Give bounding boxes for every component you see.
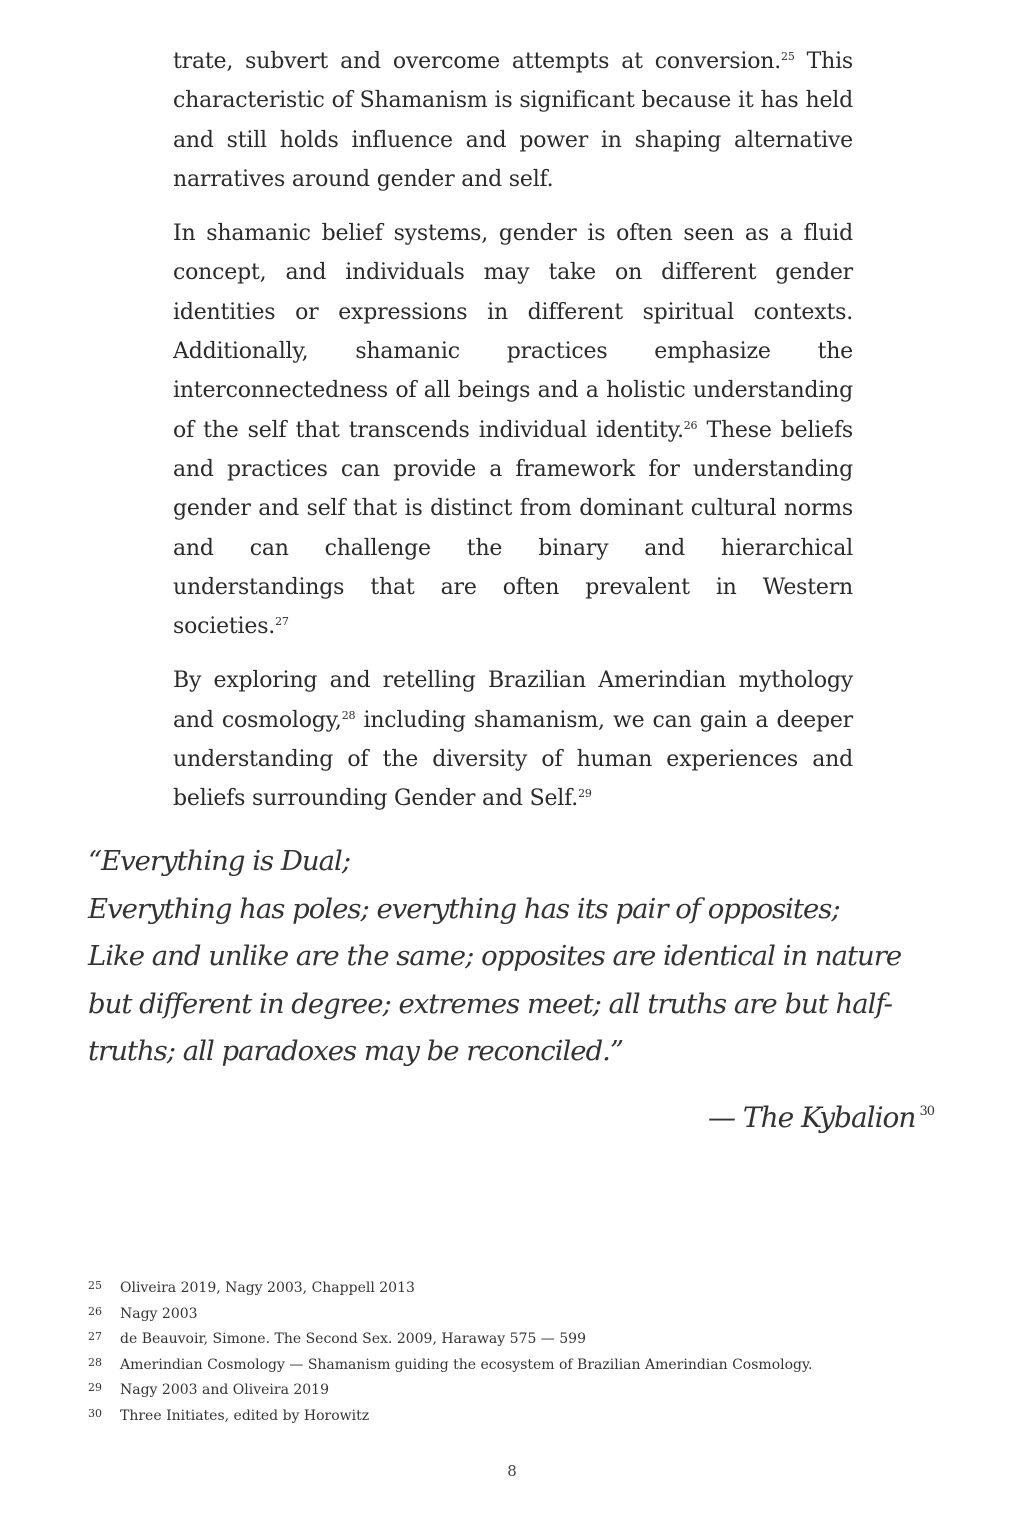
footnote bbox=[88, 1302, 813, 1328]
footnote-number: 27 bbox=[88, 1330, 102, 1343]
quote-line: Like and unlike are the same; opposites are identical in nature bbox=[88, 940, 902, 972]
footnote-text: Three Initiates, edited by Horowitz bbox=[120, 1407, 370, 1424]
paragraph bbox=[173, 214, 853, 646]
footnote-text: Amerindian Cosmology — Shamanism guiding the ecosystem of Brazilian Amerindian Cosmology. bbox=[120, 1356, 813, 1373]
footnote bbox=[88, 1404, 813, 1430]
footnotes bbox=[88, 1276, 813, 1429]
paragraph-text: This characteristic of Shamanism is significant because it has held and still holds influence and power in shaping alternative narratives around gender and self. bbox=[173, 49, 853, 192]
footnote bbox=[88, 1353, 813, 1379]
footnote-number: 30 bbox=[88, 1406, 102, 1420]
paragraph bbox=[173, 42, 853, 199]
footnote-ref[interactable]: 29 bbox=[578, 787, 592, 801]
footnote-text: de Beauvoir, Simone. The Second Sex. 2009, Haraway 575 — 599 bbox=[120, 1331, 586, 1347]
body-text bbox=[173, 42, 853, 834]
footnote-ref[interactable]: 28 bbox=[341, 708, 356, 722]
footnote-number: 29 bbox=[88, 1381, 102, 1394]
quote-line: Everything has poles; everything has its pair of opposites; bbox=[88, 892, 840, 925]
footnote bbox=[88, 1327, 813, 1353]
footnote-ref[interactable]: 30 bbox=[919, 1104, 934, 1119]
footnote-ref[interactable]: 27 bbox=[275, 615, 289, 629]
footnote-number: 28 bbox=[88, 1355, 102, 1369]
page-number: 8 bbox=[507, 1462, 517, 1480]
footnote-number: 26 bbox=[88, 1304, 102, 1318]
paragraph bbox=[173, 661, 853, 818]
quote-line: but different in degree; extremes meet; all truths are but half- bbox=[88, 987, 892, 1020]
footnote bbox=[88, 1378, 813, 1404]
footnote-text: Nagy 2003 bbox=[120, 1305, 198, 1322]
quote-attribution bbox=[708, 1101, 934, 1134]
epigraph-quote bbox=[88, 838, 908, 1076]
paragraph-text: trate, subvert and overcome attempts at conversion. bbox=[173, 49, 782, 74]
footnote-text: Oliveira 2019, Nagy 2003, Chappell 2013 bbox=[120, 1280, 415, 1296]
paragraph-text: In shamanic belief systems, gender is often seen as a fluid concept, and individuals may take on different gender identities or expressions in different spiritual contexts. Additionally, shamanic practices emphasize the interconnectedness of all beings and a holistic understanding of the self that transcends individual identity. bbox=[173, 221, 853, 443]
attribution-text: — The Kybalion bbox=[708, 1101, 916, 1134]
quote-line: “Everything is Dual; bbox=[88, 845, 351, 877]
footnote-text: Nagy 2003 and Oliveira 2019 bbox=[120, 1382, 329, 1398]
quote-line: truths; all paradoxes may be reconciled.” bbox=[88, 1035, 623, 1067]
paragraph-text: By exploring and retelling Brazilian Amerindian mythology and cosmology, bbox=[173, 668, 853, 733]
footnote-ref[interactable]: 26 bbox=[683, 418, 698, 432]
footnote-number: 25 bbox=[88, 1279, 102, 1292]
paragraph-text: including shamanism, we can gain a deeper understanding of the diversity of human experiences and beliefs surrounding Gender and Self. bbox=[173, 707, 853, 812]
footnote-ref[interactable]: 25 bbox=[781, 50, 795, 63]
paragraph-text: These beliefs and practices can provide a framework for understanding gender and self that is distinct from dominant cultural norms and can challenge the binary and hierarchical understandings that are often prevalent in Western societies. bbox=[173, 417, 853, 640]
footnote bbox=[88, 1276, 813, 1302]
